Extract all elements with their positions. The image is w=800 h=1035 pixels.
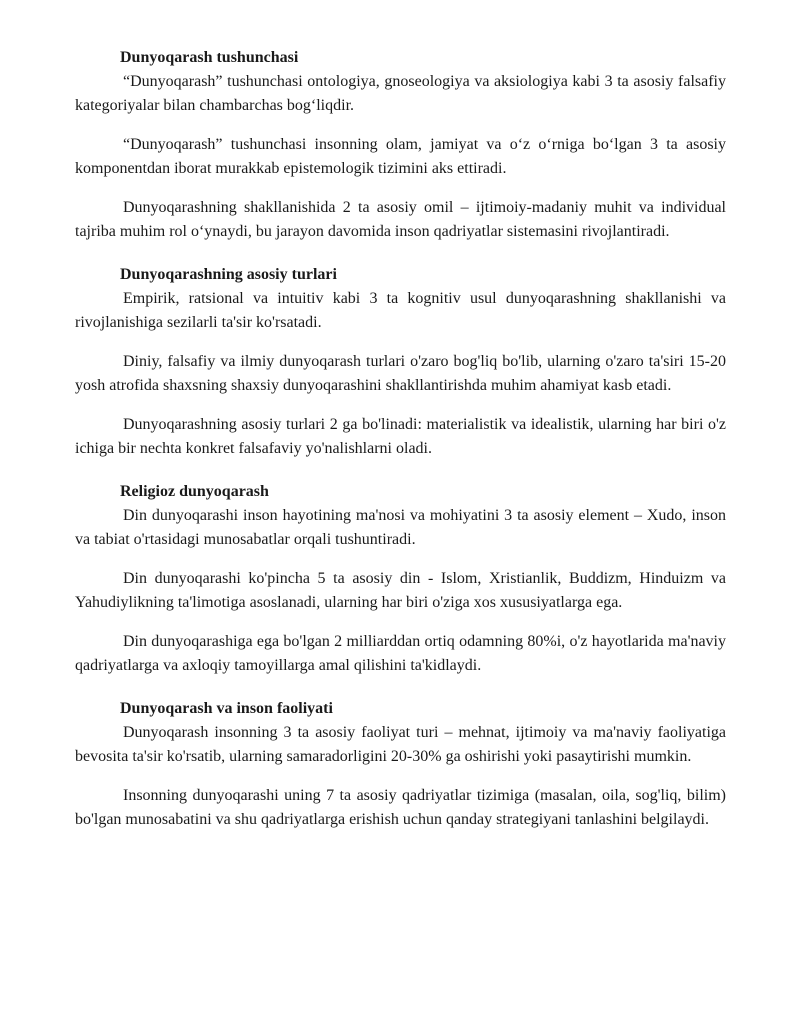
- section-heading: Dunyoqarash va inson faoliyati: [120, 700, 333, 717]
- section-heading: Dunyoqarash tushunchasi: [120, 49, 299, 66]
- paragraph: Din dunyoqarashiga ega bo'lgan 2 milliarddan ortiq odamning 80%i, o'z hayotlarida ma'naviy qadriyatlarga va axloqiy tamoyillarga amal qilishini ta'kidlaydi.: [75, 633, 726, 674]
- paragraph: Dunyoqarashning asosiy turlari 2 ga bo'linadi: materialistik va idealistik, ularning har biri o'z ichiga bir nechta konkret falsafaviy yo'nalishlarni oladi.: [75, 416, 726, 457]
- paragraph: Dunyoqarashning shakllanishida 2 ta asosiy omil – ijtimoiy-madaniy muhit va individual tajriba muhim rol o‘ynaydi, bu jarayon davomida inson qadriyatlar sistemasini rivojlantiradi.: [75, 199, 726, 240]
- section-heading: Religioz dunyoqarash: [120, 483, 269, 500]
- paragraph: Insonning dunyoqarashi uning 7 ta asosiy qadriyatlar tizimiga (masalan, oila, sog'liq, bilim) bo'lgan munosabatini va shu qadriyatlarga erishish uchun qanday strategiyani tanlashini belgilaydi.: [75, 787, 726, 828]
- section-heading: Dunyoqarashning asosiy turlari: [120, 266, 337, 283]
- paragraph: “Dunyoqarash” tushunchasi ontologiya, gnoseologiya va aksiologiya kabi 3 ta asosiy falsafiy kategoriyalar bilan chambarchas bog‘liqdir.: [75, 73, 726, 114]
- section-asosiy-turlari: [75, 263, 726, 461]
- section-dunyoqarash-tushunchasi: [75, 46, 726, 244]
- section-inson-faoliyati: [75, 697, 726, 832]
- section-religioz-dunyoqarash: [75, 480, 726, 678]
- paragraph: Empirik, ratsional va intuitiv kabi 3 ta kognitiv usul dunyoqarashning shakllanishi va rivojlanishiga sezilarli ta'sir ko'rsatadi.: [75, 290, 726, 331]
- paragraph: “Dunyoqarash” tushunchasi insonning olam, jamiyat va o‘z o‘rniga bo‘lgan 3 ta asosiy komponentdan iborat murakkab epistemologik tizimini aks ettiradi.: [75, 136, 726, 177]
- document-page: [75, 46, 726, 847]
- paragraph: Dunyoqarash insonning 3 ta asosiy faoliyat turi – mehnat, ijtimoiy va ma'naviy faoliyatiga bevosita ta'sir ko'rsatib, ularning samaradorligini 20-30% ga oshirishi yoki pasaytirishi mumkin.: [75, 724, 726, 765]
- paragraph: Diniy, falsafiy va ilmiy dunyoqarash turlari o'zaro bog'liq bo'lib, ularning o'zaro ta'siri 15-20 yosh atrofida shaxsning shaxsiy dunyoqarashini shakllantirishda muhim ahamiyat kasb etadi.: [75, 353, 726, 394]
- paragraph: Din dunyoqarashi ko'pincha 5 ta asosiy din - Islom, Xristianlik, Buddizm, Hinduizm va Yahudiylikning ta'limotiga asoslanadi, ularning har biri o'ziga xos xususiyatlarga ega.: [75, 570, 726, 611]
- paragraph: Din dunyoqarashi inson hayotining ma'nosi va mohiyatini 3 ta asosiy element – Xudo, inson va tabiat o'rtasidagi munosabatlar orqali tushuntiradi.: [75, 507, 726, 548]
